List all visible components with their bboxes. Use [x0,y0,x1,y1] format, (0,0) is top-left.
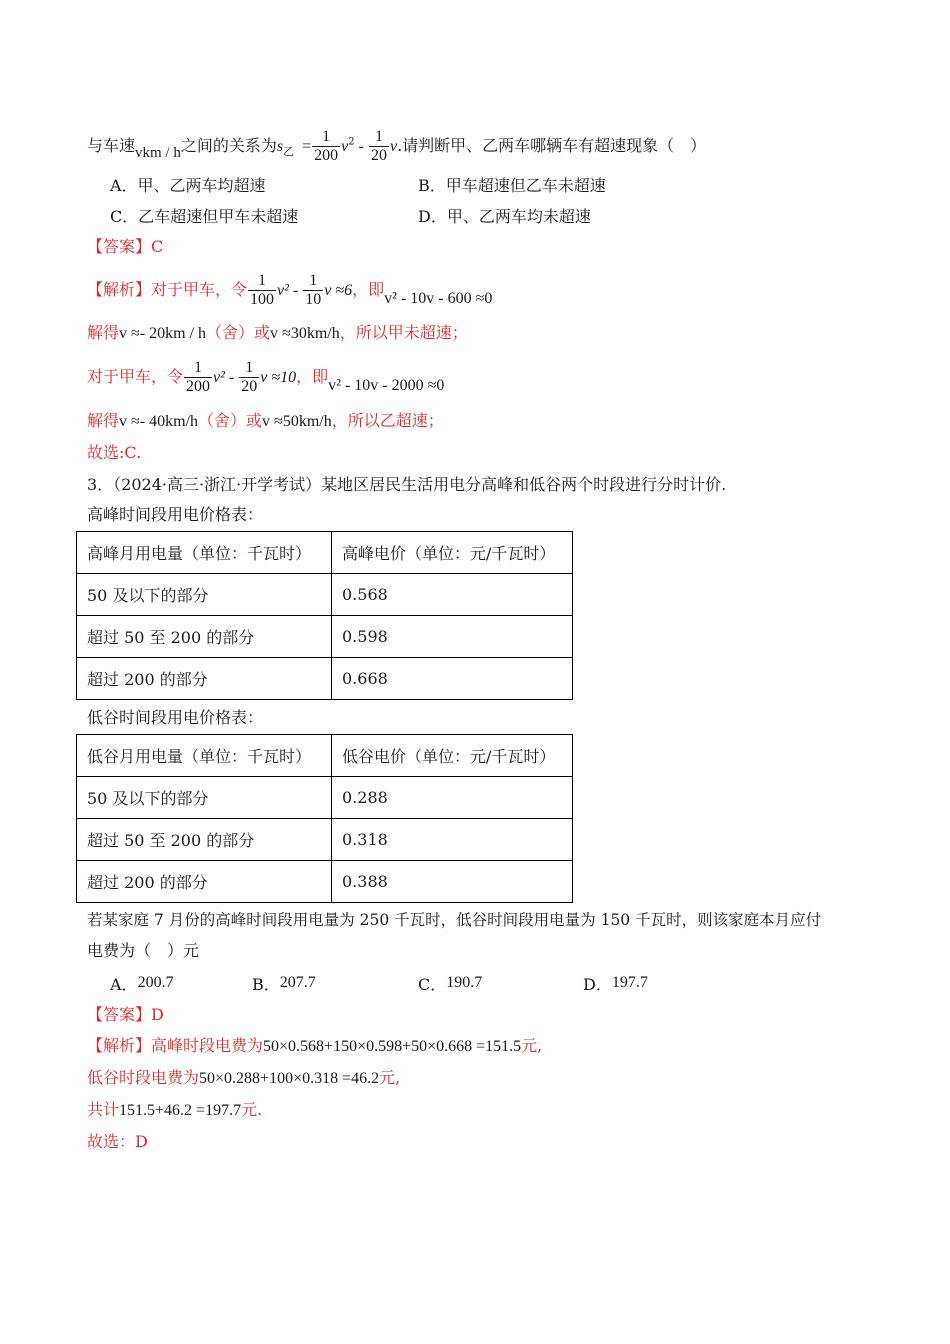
option-b[interactable]: B．甲车超速但乙车未超速 [418,176,606,195]
option-d[interactable]: D．甲、乙两车均未超速 [418,207,591,226]
question-3-title: 3．（2024·高三·浙江·开学考试）某地区居民生活用电分高峰和低谷两个时段进行分时计价. [87,475,727,494]
table-header-cell: 高峰月用电量（单位：千瓦时） [77,532,332,574]
peak-price-table [76,531,573,700]
solution-line-2: 低谷时段电费为50×0.288+100×0.318 =46.2元, [87,1068,401,1087]
peak-table-caption: 高峰时间段用电价格表： [87,505,264,524]
table-row [77,574,573,616]
table-cell: 50 及以下的部分 [77,574,332,616]
table-row [77,777,573,819]
table-header-cell: 低谷电价（单位：元/千瓦时） [332,735,573,777]
fraction: $\frac{1}{10}$ [305,272,322,308]
table-cell: 0.318 [332,819,573,861]
valley-price-table [76,734,573,903]
table-cell: 0.568 [332,574,573,616]
option-a[interactable]: A．200.7 [110,974,174,994]
table-cell: 0.288 [332,777,573,819]
speed-unit: vkm / h [135,145,181,161]
solution-conclusion: 故选：D [87,1132,148,1151]
table-cell: 超过 50 至 200 的部分 [77,616,332,658]
table-row [77,819,573,861]
option-d[interactable]: D．197.7 [583,974,648,994]
option-a[interactable]: A．甲、乙两车均超速 [110,176,266,195]
table-row [77,616,573,658]
table-cell: 0.668 [332,658,573,700]
table-header-row [77,532,573,574]
solution-line-1: 【解析】高峰时段电费为50×0.568+150×0.598+50×0.668 =151.5元, [87,1036,543,1055]
table-row [77,658,573,700]
table-cell: 超过 50 至 200 的部分 [77,819,332,861]
answer-label: 【答案】D [87,1005,164,1024]
table-cell: 超过 200 的部分 [77,861,332,903]
option-b[interactable]: B．207.7 [252,974,316,994]
table-row [77,861,573,903]
solution-line-3: 共计151.5+46.2 =197.7元. [87,1100,263,1119]
table-header-row [77,735,573,777]
valley-table-caption: 低谷时间段用电价格表： [87,708,264,727]
table-cell: 0.388 [332,861,573,903]
solution-line-2: 解得v ≈- 20km / h（舍）或v ≈30km/h，所以甲未超速； [87,323,468,342]
answer-label: 【答案】C [87,237,164,256]
question-intro-line: 与车速vkm / h之间的关系为$s_乙$ = $\frac{1}{200}$ $v^2$ - $\frac{1}{20}$ v.请判断甲、乙两车哪辆车有超速现象（ ） [87,128,707,164]
solution-line-3: 对于甲车，令 $\frac{1}{200}$ v² - $\frac{1}{20}$ v ≈10，即v² - 10v - 2000 ≈0 [87,359,445,395]
table-cell: 超过 200 的部分 [77,658,332,700]
fraction: $\frac{1}{200}$ [314,128,339,164]
question-3-text-2: 电费为（ ）元 [87,941,200,960]
table-cell: 50 及以下的部分 [77,777,332,819]
option-c[interactable]: C．190.7 [418,974,483,994]
table-header-cell: 低谷月用电量（单位：千瓦时） [77,735,332,777]
solution-line-1: 【解析】对于甲车，令 $\frac{1}{100}$ v² - $\frac{1}{10}$ v ≈6，即v² - 10v - 600 ≈0 [87,272,493,308]
solution-line-4: 解得v ≈- 40km/h（舍）或v ≈50km/h，所以乙超速； [87,411,444,430]
option-c[interactable]: C．乙车超速但甲车未超速 [110,207,299,226]
table-header-cell: 高峰电价（单位：元/千瓦时） [332,532,573,574]
fraction: $\frac{1}{20}$ [241,359,258,395]
fraction: $\frac{1}{200}$ [186,359,211,395]
question-3-text: 若某家庭 7 月份的高峰时间段用电量为 250 千瓦时，低谷时间段用电量为 150 千瓦时，则该家庭本月应付 [87,911,822,929]
solution-conclusion: 故选:C. [87,443,142,462]
table-cell: 0.598 [332,616,573,658]
fraction: $\frac{1}{20}$ [370,128,387,164]
fraction: $\frac{1}{100}$ [250,272,275,308]
